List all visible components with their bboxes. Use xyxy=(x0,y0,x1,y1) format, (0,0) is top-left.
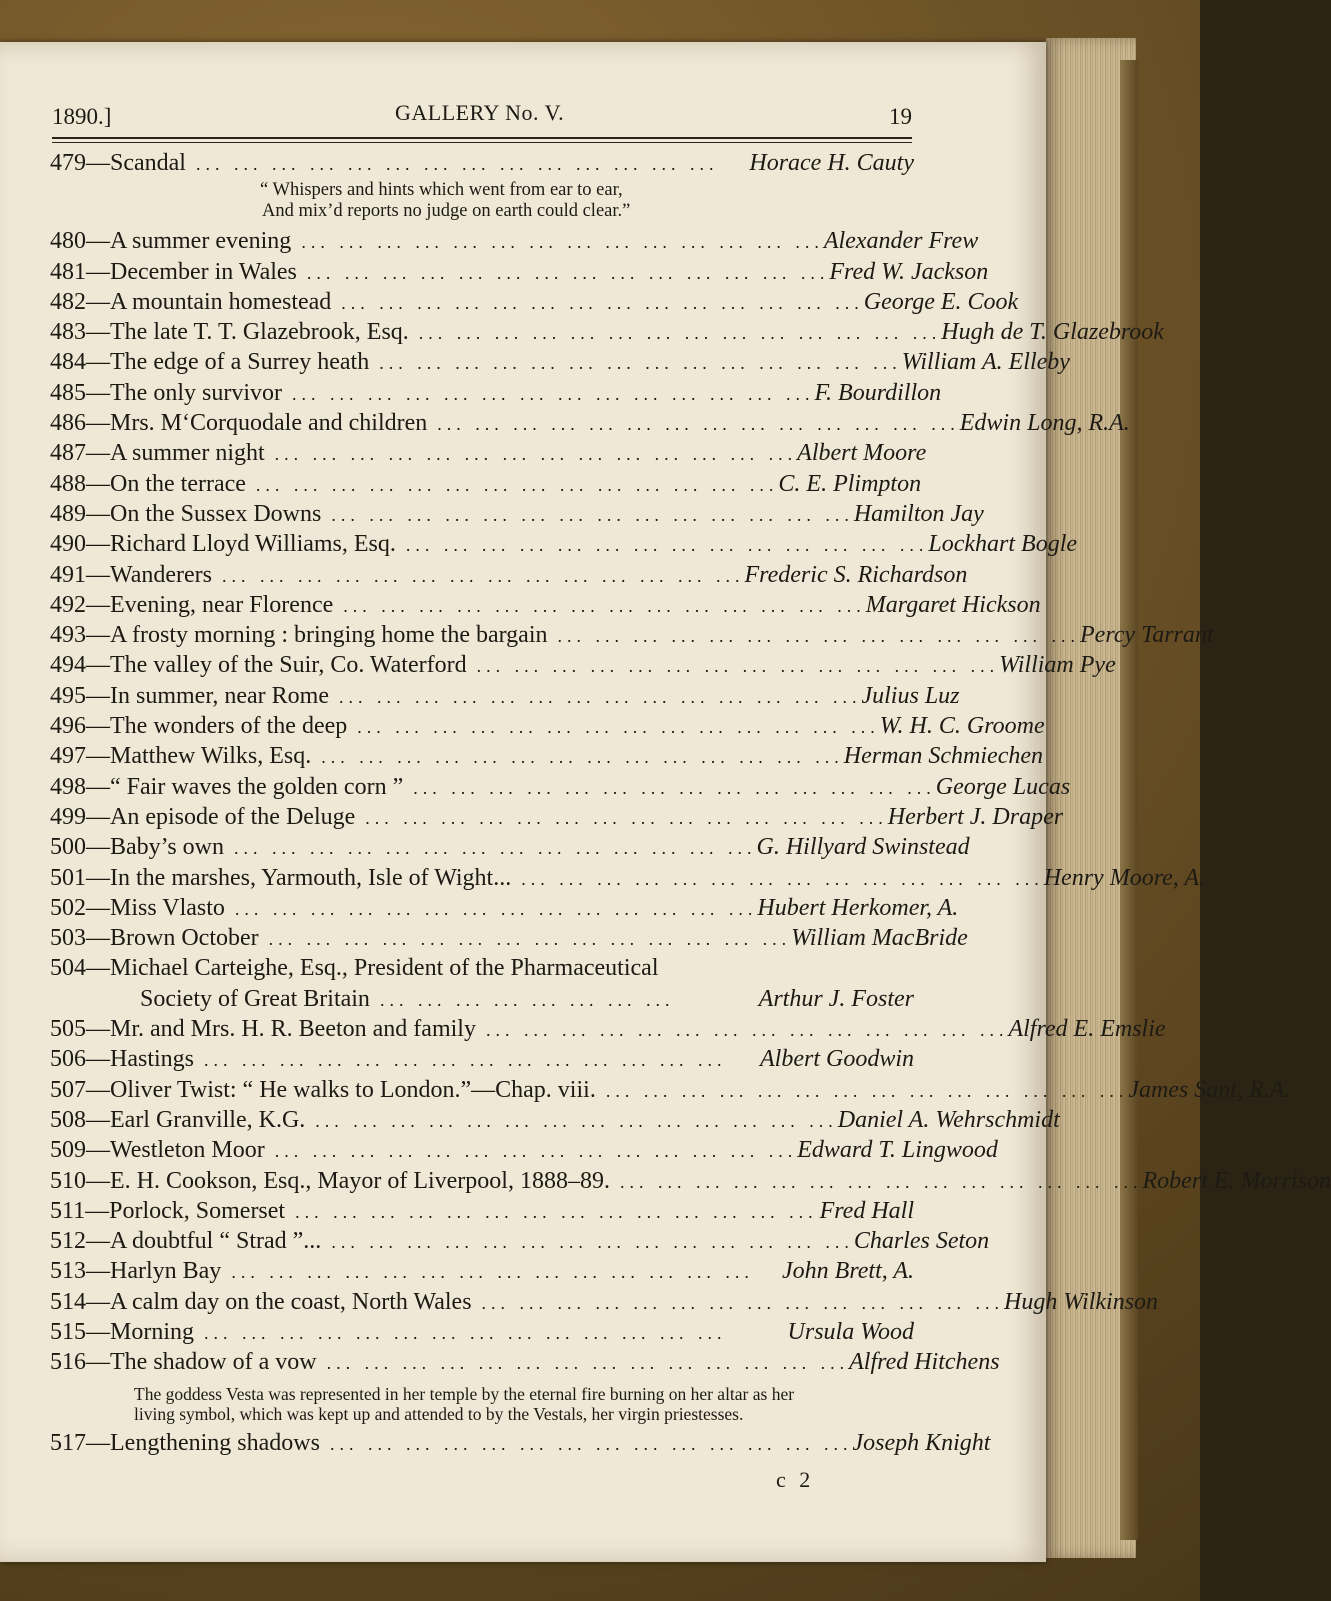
entry-number: 499 xyxy=(50,803,86,830)
leader-dots: ... ... ... ... ... ... ... ... ... ... ... ... ... ... xyxy=(331,1232,854,1253)
entry-dash: — xyxy=(86,288,110,315)
entry-number: 509 xyxy=(50,1137,86,1164)
entry-artist: G. Hillyard Swinstead xyxy=(756,834,970,861)
entry-title: Evening, near Florence xyxy=(110,591,334,618)
entry-number: 490 xyxy=(50,531,86,558)
leader-dots: ... ... ... ... ... ... ... ... ... ... ... ... ... ... xyxy=(619,1171,1143,1192)
list-item xyxy=(50,894,959,925)
entry-number: 487 xyxy=(50,440,86,467)
entry-title: In the marshes, Yarmouth, Isle of Wight... xyxy=(110,864,512,891)
list-item xyxy=(50,864,1206,895)
list-item xyxy=(50,410,1130,440)
entry-artist: Alexander Frew xyxy=(823,228,979,255)
entry-title: Mrs. M‘Corquodale and children xyxy=(110,410,428,437)
entry-dash: — xyxy=(86,1076,110,1103)
list-item xyxy=(50,349,1070,379)
entry-title: A frosty morning : bringing home the bargain xyxy=(110,622,548,649)
entry-artist: Alfred E. Emslie xyxy=(1008,1016,1166,1043)
list-item xyxy=(50,652,1116,682)
entry-title: Scandal xyxy=(110,150,186,176)
entry-dash: — xyxy=(86,500,110,527)
page-number: 19 xyxy=(889,104,912,129)
entry-dash: — xyxy=(86,743,110,770)
entry-number: 503 xyxy=(50,925,86,952)
entry-artist: Alfred Hitchens xyxy=(849,1349,1000,1376)
entry-dash: — xyxy=(86,803,110,830)
entry-dash: — xyxy=(86,1016,110,1043)
list-item xyxy=(50,531,1078,561)
entry-title: E. H. Cookson, Esq., Mayor of Liverpool, 1888–89. xyxy=(110,1167,610,1194)
entry-title: Brown October xyxy=(110,925,259,952)
header-rule-thick xyxy=(52,137,912,139)
entry-artist: F. Bourdillon xyxy=(814,379,942,406)
entry-number: 485 xyxy=(50,379,86,406)
entry-dash: — xyxy=(86,440,110,467)
entry-title: The valley of the Suir, Co. Waterford xyxy=(110,652,467,679)
entry-number: 484 xyxy=(50,349,86,376)
list-item xyxy=(50,622,1214,652)
list-item xyxy=(50,1228,990,1258)
list-item xyxy=(50,743,1044,773)
leader-dots: ... ... ... ... ... ... ... ... ... ... ... ... ... ... xyxy=(329,1433,853,1454)
list-item xyxy=(50,319,1164,349)
leader-dots: ... ... ... ... ... ... ... ... ... ... ... ... ... ... xyxy=(255,474,779,495)
entry-dash: — xyxy=(86,925,110,952)
list-item xyxy=(50,228,979,258)
entry-number: 510 xyxy=(50,1167,86,1194)
list-item xyxy=(50,773,1071,804)
leader-dots: ... ... ... ... ... ... ... ... ... ... ... ... ... ... xyxy=(306,262,830,283)
entry-artist: Robert E. Morrison xyxy=(1142,1167,1331,1194)
leader-dots: ... ... ... ... ... ... ... ... ... ... ... ... ... ... xyxy=(365,807,888,828)
list-item xyxy=(50,1167,1331,1198)
list-item xyxy=(50,1258,914,1288)
entry-number: 492 xyxy=(50,591,86,618)
entry-title: A summer evening xyxy=(110,228,292,255)
entry-title: Earl Granville, K.G. xyxy=(110,1106,306,1133)
entry-title: Wanderers xyxy=(110,561,213,588)
list-item xyxy=(50,1016,1166,1046)
entry-dash: — xyxy=(86,1046,110,1073)
quote-line: And mix’d reports no judge on earth could clear.” xyxy=(262,201,631,222)
entry-artist: W. H. C. Groome xyxy=(879,713,1045,740)
entry-artist: William A. Elleby xyxy=(901,349,1070,376)
list-item xyxy=(50,682,960,713)
leader-dots: ... ... ... ... ... ... ... ... ... ... ... ... ... ... xyxy=(291,383,815,404)
entry-dash: — xyxy=(86,1429,110,1456)
entry-title: December in Wales xyxy=(110,258,297,285)
leader-dots: ... ... ... ... ... ... ... ... ... ... ... ... ... ... xyxy=(331,504,854,525)
list-item xyxy=(50,803,1064,834)
entry-dash: — xyxy=(86,379,110,406)
entry-number: 479 xyxy=(50,150,86,176)
list-item xyxy=(50,1137,998,1167)
list-item xyxy=(50,713,1045,743)
entry-dash: — xyxy=(86,319,110,346)
entry-dash: — xyxy=(86,1349,110,1376)
entry-dash: — xyxy=(86,652,110,679)
entry-number: 501 xyxy=(50,864,86,891)
entry-artist: George Lucas xyxy=(935,773,1071,800)
leader-dots: ... ... ... ... ... ... ... ... ... ... ... ... ... ... xyxy=(357,717,880,738)
header-year: 1890.] xyxy=(52,104,112,129)
entry-dash: — xyxy=(86,561,110,588)
entry-artist: C. E. Plimpton xyxy=(778,470,922,497)
entry-number: 497 xyxy=(50,743,86,770)
entry-dash: — xyxy=(86,1318,110,1345)
entry-title: The only survivor xyxy=(110,379,282,406)
entry-dash: — xyxy=(86,228,110,255)
leader-dots: ... ... ... ... ... ... ... ... ... ... ... ... ... ... xyxy=(476,656,1000,677)
entry-number: 489 xyxy=(50,500,86,527)
entry-artist: Margaret Hickson xyxy=(865,591,1041,618)
entry-title: The edge of a Surrey heath xyxy=(110,349,370,376)
entry-artist: Charles Seton xyxy=(853,1228,990,1255)
entry-dash: — xyxy=(86,1258,110,1285)
entry-number: 516 xyxy=(50,1349,86,1376)
entry-artist: Albert Moore xyxy=(797,440,927,467)
entry-title: On the terrace xyxy=(110,470,246,497)
entry-artist: Fred W. Jackson xyxy=(829,258,989,285)
entry-number: 507 xyxy=(50,1076,86,1103)
entry-dash: — xyxy=(86,1106,110,1133)
entry-title: Lengthening shadows xyxy=(110,1429,320,1456)
entry-dash: — xyxy=(86,258,110,285)
header-rule-thin xyxy=(52,142,912,143)
leader-dots: ... ... ... ... ... ... ... ... ... ... ... ... ... ... xyxy=(231,1262,754,1283)
list-item xyxy=(50,1429,991,1460)
leader-dots: ... ... ... ... ... ... ... ... ... ... ... ... ... ... xyxy=(274,1141,798,1162)
leader-dots: ... ... ... ... ... ... ... ... ... ... ... ... ... ... xyxy=(405,535,929,556)
leader-dots: ... ... ... ... ... ... ... ... ... ... ... ... ... ... xyxy=(274,444,798,465)
entry-title: Matthew Wilks, Esq. xyxy=(110,743,312,770)
leader-dots: ... ... ... ... ... ... ... ... ... ... ... ... ... ... xyxy=(418,323,942,344)
entry-title: Mr. and Mrs. H. R. Beeton and family xyxy=(110,1016,476,1043)
entry-number: 504 xyxy=(50,955,86,982)
entry-title: The shadow of a vow xyxy=(110,1349,317,1376)
entry-number: 491 xyxy=(50,561,86,588)
entries-list xyxy=(50,150,1331,1460)
page-edges-shadow xyxy=(1120,60,1138,1540)
list-item xyxy=(50,150,914,180)
entry-quote xyxy=(50,180,914,222)
entry-artist: Albert Goodwin xyxy=(760,1046,914,1073)
entry-dash: — xyxy=(86,773,110,800)
entry-title: Porlock, Somerset xyxy=(109,1197,286,1224)
entry-number: 483 xyxy=(50,319,86,346)
entry-number: 513 xyxy=(50,1258,86,1285)
entry-artist: Ursula Wood xyxy=(787,1318,914,1345)
entry-dash: — xyxy=(86,894,110,921)
entry-number: 512 xyxy=(50,1228,86,1255)
entry-title: Richard Lloyd Williams, Esq. xyxy=(110,531,396,558)
list-item xyxy=(50,258,989,289)
entry-number: 505 xyxy=(50,1016,86,1043)
list-item xyxy=(50,1076,1291,1107)
entry-number: 495 xyxy=(50,682,86,709)
entry-title: The late T. T. Glazebrook, Esq. xyxy=(110,319,409,346)
entry-number: 508 xyxy=(50,1106,86,1133)
entry-artist: Lockhart Bogle xyxy=(928,531,1078,558)
list-item xyxy=(50,1046,914,1076)
entry-number: 502 xyxy=(50,894,86,921)
signature-mark: c 2 xyxy=(776,1467,815,1492)
leader-dots: ... ... ... ... ... ... ... ... ... ... ... ... ... ... xyxy=(204,1050,727,1071)
leader-dots: ... ... ... ... ... ... ... ... ... ... ... ... ... ... xyxy=(485,1020,1009,1041)
list-item xyxy=(50,834,970,864)
entry-artist: Hubert Herkomer, A. xyxy=(757,894,959,921)
list-item xyxy=(50,1106,1060,1137)
entry-artist: Fred Hall xyxy=(819,1197,914,1224)
leader-dots: ... ... ... ... ... ... ... ... ... ... ... ... ... ... xyxy=(481,1292,1005,1313)
list-item xyxy=(50,591,1041,622)
leader-dots: ... ... ... ... ... ... ... ... ... ... ... ... ... ... xyxy=(195,154,719,174)
leader-dots: ... ... ... ... ... ... ... ... ... ... ... ... ... ... xyxy=(437,414,960,435)
entry-title: A calm day on the coast, North Wales xyxy=(110,1288,472,1315)
leader-dots: ... ... ... ... ... ... ... ... ... ... ... ... ... ... xyxy=(234,838,757,859)
leader-dots: ... ... ... ... ... ... ... ... ... ... ... ... ... ... xyxy=(341,292,864,313)
entry-number: 506 xyxy=(50,1046,86,1073)
list-item xyxy=(50,925,968,955)
entry-note: The goddess Vesta was represented in her temple by the eternal fire burning on her altar as her living symbol, which was kept up and attended to by the Vestals, her virgin priestesses. xyxy=(134,1383,795,1424)
entry-dash: — xyxy=(86,834,110,861)
entry-title: Hastings xyxy=(110,1046,194,1073)
entry-title: Michael Carteighe, Esq., President of the Pharmaceutical xyxy=(110,955,659,982)
entry-number: 481 xyxy=(50,258,86,285)
leader-dots: ... ... ... ... ... ... ... ... ... ... ... ... ... ... xyxy=(379,353,902,374)
list-item xyxy=(50,955,914,985)
entry-dash: — xyxy=(86,349,110,376)
entry-dash: — xyxy=(86,410,110,437)
leader-dots: ... ... ... ... ... ... ... ... ... ... ... ... ... ... xyxy=(326,1353,850,1374)
list-item-continuation xyxy=(50,986,914,1016)
leader-dots: ... ... ... ... ... ... ... ... ... ... ... ... ... ... xyxy=(413,777,936,798)
entry-number: 511 xyxy=(50,1197,86,1224)
entry-number: 486 xyxy=(50,410,86,437)
leader-dots: ... ... ... ... ... ... ... ... ... ... ... ... ... ... xyxy=(343,595,866,616)
quote-line: “ Whispers and hints which went from ear to ear, xyxy=(260,180,623,201)
entry-artist: Edward T. Lingwood xyxy=(797,1137,998,1164)
entry-title: A doubtful “ Strad ”... xyxy=(110,1228,322,1255)
entry-artist: Julius Luz xyxy=(861,682,960,709)
entry-dash: — xyxy=(86,150,110,176)
entry-title: Morning xyxy=(110,1318,194,1345)
entry-title: Westleton Moor xyxy=(110,1137,265,1164)
entry-artist: Joseph Knight xyxy=(852,1429,991,1456)
entry-artist: Hugh Wilkinson xyxy=(1004,1288,1159,1315)
entry-dash: — xyxy=(86,1167,110,1194)
entry-number: 482 xyxy=(50,288,86,315)
leader-dots: ... ... ... ... ... ... ... ... ... ... ... ... ... ... xyxy=(557,626,1080,647)
entry-artist: John Brett, A. xyxy=(782,1258,914,1285)
entry-title: Oliver Twist: “ He walks to London.”—Chap. viii. xyxy=(110,1076,596,1103)
leader-dots: ... ... ... ... ... ... ... ... ... ... ... ... ... ... xyxy=(301,232,824,253)
entry-title: An episode of the Deluge xyxy=(110,803,356,830)
entry-artist: Herman Schmiechen xyxy=(843,743,1044,770)
entry-artist: William MacBride xyxy=(791,925,968,952)
entry-dash: — xyxy=(86,1288,110,1315)
entry-artist: Arthur J. Foster xyxy=(758,985,914,1012)
entry-number: 493 xyxy=(50,622,86,649)
leader-dots: ... ... ... ... ... ... ... ... ... ... ... ... ... ... xyxy=(338,686,862,707)
entry-artist: Edwin Long, R.A. xyxy=(959,410,1130,437)
entry-artist: William Pye xyxy=(999,652,1116,679)
entry-dash: — xyxy=(85,1197,110,1224)
entry-title: A mountain homestead xyxy=(110,288,332,315)
list-item xyxy=(50,1198,914,1228)
entry-number: 496 xyxy=(50,713,86,740)
list-item xyxy=(50,500,984,531)
entry-artist: Horace H. Cauty xyxy=(749,150,914,176)
entry-title: On the Sussex Downs xyxy=(110,500,322,527)
entry-title: Miss Vlasto xyxy=(110,894,225,921)
entry-title: “ Fair waves the golden corn ” xyxy=(110,773,404,800)
list-item xyxy=(50,561,968,592)
entry-number: 494 xyxy=(50,652,86,679)
entry-dash: — xyxy=(86,470,110,497)
entry-title-continued: Society of Great Britain xyxy=(140,985,370,1012)
entry-dash: — xyxy=(86,713,110,740)
entry-dash: — xyxy=(86,622,110,649)
entry-title: The wonders of the deep xyxy=(110,713,348,740)
leader-dots: ... ... ... ... ... ... ... ... ... ... ... ... ... ... xyxy=(268,929,792,950)
entry-dash: — xyxy=(86,682,110,709)
entry-number: 514 xyxy=(50,1288,86,1315)
leader-dots: ... ... ... ... ... ... ... ... ... ... ... ... ... ... xyxy=(222,565,745,586)
entry-artist: Henry Moore, A. xyxy=(1043,864,1206,891)
entry-dash: — xyxy=(86,955,110,982)
leader-dots: ... ... ... ... ... ... ... ... ... ... ... ... ... ... xyxy=(295,1201,818,1222)
list-item xyxy=(50,1349,1000,1379)
entry-dash: — xyxy=(86,864,110,891)
leader-dots: ... ... ... ... ... ... ... ... ... ... ... ... ... ... xyxy=(521,868,1044,889)
entry-artist: George E. Cook xyxy=(863,288,1019,315)
entry-artist: Frederic S. Richardson xyxy=(744,561,968,588)
running-header xyxy=(52,100,912,136)
entry-dash: — xyxy=(86,1137,110,1164)
entry-title: Baby’s own xyxy=(110,834,224,861)
entry-artist: Hugh de T. Glazebrook xyxy=(941,319,1164,346)
list-item xyxy=(50,379,942,410)
entry-number: 515 xyxy=(50,1318,86,1345)
leader-dots: ... ... ... ... ... ... ... ... xyxy=(379,989,675,1010)
leader-dots: ... ... ... ... ... ... ... ... ... ... ... ... ... ... xyxy=(315,1110,838,1131)
entry-number: 480 xyxy=(50,228,86,255)
leader-dots: ... ... ... ... ... ... ... ... ... ... ... ... ... ... xyxy=(605,1080,1129,1101)
entry-artist: Daniel A. Wehrschmidt xyxy=(837,1106,1060,1133)
entry-title: Harlyn Bay xyxy=(110,1258,222,1285)
leader-dots: ... ... ... ... ... ... ... ... ... ... ... ... ... ... xyxy=(204,1322,727,1343)
list-item xyxy=(50,1288,1159,1319)
leader-dots: ... ... ... ... ... ... ... ... ... ... ... ... ... ... xyxy=(321,747,844,768)
entry-number: 498 xyxy=(50,773,86,800)
list-item xyxy=(50,288,1019,319)
entry-dash: — xyxy=(86,591,110,618)
entry-title: In summer, near Rome xyxy=(110,682,329,709)
leader-dots: ... ... ... ... ... ... ... ... ... ... ... ... ... ... xyxy=(234,898,758,919)
entry-artist: Percy Tarrant xyxy=(1080,622,1214,649)
entry-number: 488 xyxy=(50,470,86,497)
entry-artist: Herbert J. Draper xyxy=(887,803,1064,830)
header-gallery: GALLERY No. V. xyxy=(395,100,565,125)
list-item xyxy=(50,470,922,501)
entry-artist: James Sant, R.A. xyxy=(1128,1076,1291,1103)
list-item xyxy=(50,1319,914,1349)
entry-artist: Hamilton Jay xyxy=(853,500,984,527)
list-item xyxy=(50,440,927,470)
entry-number: 517 xyxy=(50,1429,86,1456)
entry-dash: — xyxy=(86,1228,110,1255)
entry-dash: — xyxy=(86,531,110,558)
entry-number: 500 xyxy=(50,834,86,861)
entry-title: A summer night xyxy=(110,440,265,467)
